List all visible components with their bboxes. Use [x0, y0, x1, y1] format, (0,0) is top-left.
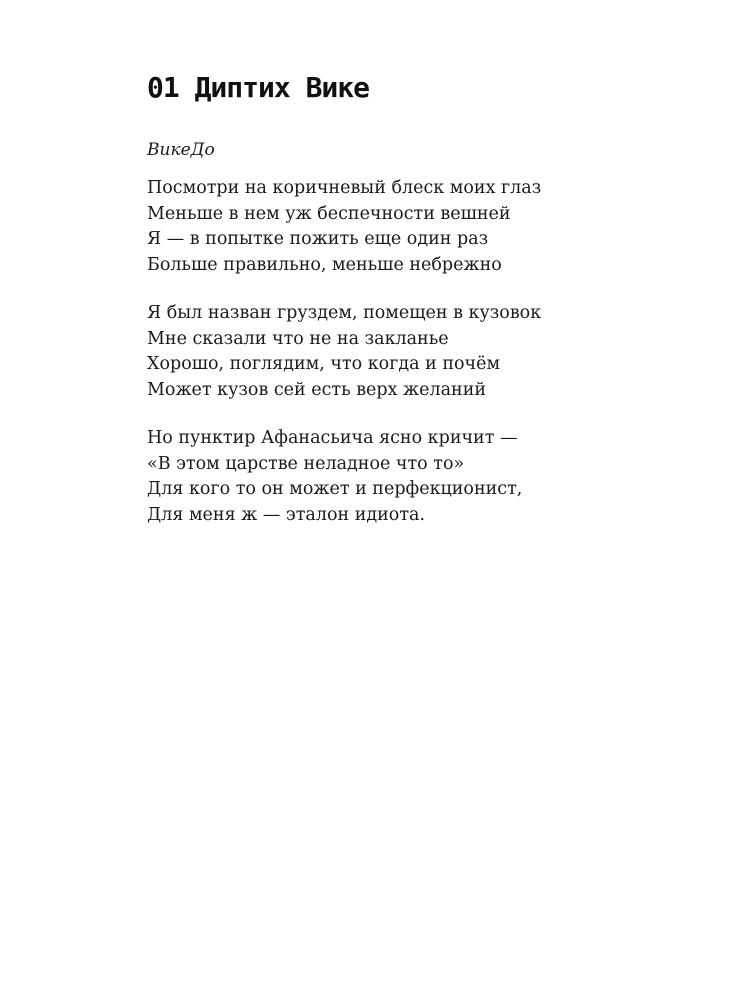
poem-line: Меньше в нем уж беспечности вешней [147, 203, 511, 224]
poem-subtitle: ВикеДо [147, 140, 215, 160]
poem-line: Я был назван груздем, помещен в кузовок [147, 303, 542, 323]
poem-line: Для меня ж — эталон идиота. [147, 504, 426, 525]
stanza-2 [147, 301, 707, 403]
poem-line: Мне сказали что не на закланье [147, 328, 449, 349]
poem-line: Посмотри на коричневый блеск моих глаз [147, 178, 542, 198]
poem-line: Хорошо, поглядим, что когда и почём [147, 354, 501, 374]
stanza-3 [147, 426, 707, 528]
poem-title: 01 Диптих Вике [147, 71, 370, 104]
poem-line: Для кого то он может и перфекционист, [147, 479, 523, 499]
poem-line: «В этом царстве неладное что то» [147, 453, 465, 474]
poem-line: Я — в попытке пожить еще один раз [147, 229, 489, 249]
stanza-1 [147, 176, 707, 278]
poem-line: Но пунктир Афанасьича ясно кричит — [147, 428, 518, 448]
poem-line: Больше правильно, меньше небрежно [147, 254, 502, 275]
poem-line: Может кузов сей есть верх желаний [147, 379, 487, 400]
poem-body [147, 176, 707, 551]
